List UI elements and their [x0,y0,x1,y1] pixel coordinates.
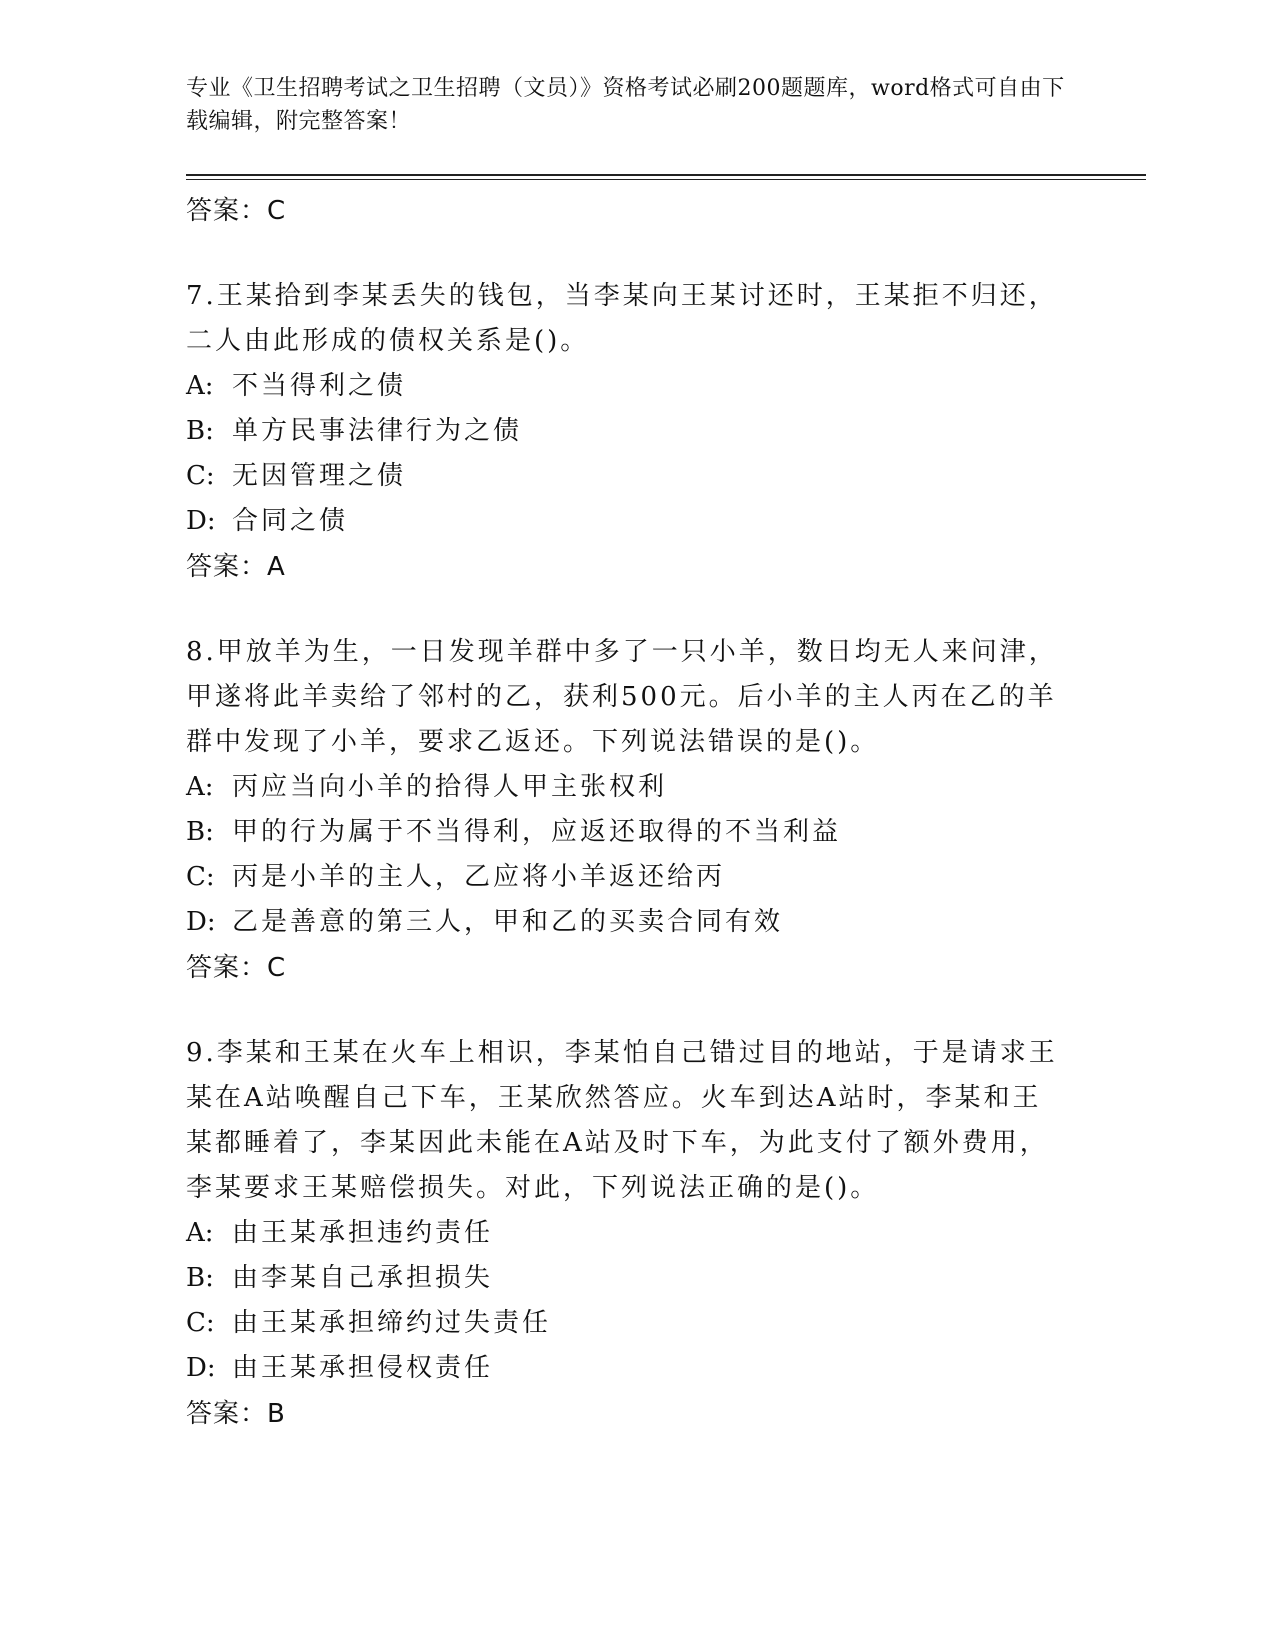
answer-label: 答案：C [186,953,287,983]
option-c: C: 无因管理之债 [186,461,407,491]
answer-label: 答案：C [186,196,287,226]
question-stem: 7.王某拾到李某丢失的钱包，当李某向王某讨还时，王某拒不归还，二人由此形成的债权关系是()。 [186,281,1058,356]
header-divider [186,174,1146,180]
option-d: D: 乙是善意的第三人，甲和乙的买卖合同有效 [186,907,784,937]
option-a: A: 由王某承担违约责任 [186,1218,494,1248]
answer-label: 答案：B [186,1399,286,1429]
option-b: B: 单方民事法律行为之债 [186,416,523,446]
option-d: D: 合同之债 [186,506,349,536]
question-stem: 8.甲放羊为生，一日发现羊群中多了一只小羊，数日均无人来问津，甲遂将此羊卖给了邻村的乙，获利500元。后小羊的主人丙在乙的羊群中发现了小羊，要求乙返还。下列说法错误的是()。 [186,637,1058,757]
option-b: B: 由李某自己承担损失 [186,1263,494,1293]
document-header: 专业《卫生招聘考试之卫生招聘（文员）》资格考试必刷200题题库，word格式可自由下载编辑，附完整答案！ [186,76,1065,134]
option-a: A: 不当得利之债 [186,371,407,401]
option-c: C: 丙是小羊的主人，乙应将小羊返还给丙 [186,862,726,892]
answer-label: 答案：A [186,552,286,582]
option-b: B: 甲的行为属于不当得利，应返还取得的不当利益 [186,817,842,847]
question-8 [186,630,1146,991]
question-9 [186,1031,1146,1437]
document-page [186,72,1146,1437]
question-stem: 9.李某和王某在火车上相识，李某怕自己错过目的地站，于是请求王某在A站唤醒自己下车，王某欣然答应。火车到达A站时，李某和王某都睡着了，李某因此未能在A站及时下车，为此支付了额外费用，李某要求王某赔偿损失。对此，下列说法正确的是()。 [186,1038,1058,1203]
option-a: A: 丙应当向小羊的拾得人甲主张权利 [186,772,668,802]
question-7 [186,274,1146,590]
option-c: C: 由王某承担缔约过失责任 [186,1308,552,1338]
option-d: D: 由王某承担侵权责任 [186,1353,494,1383]
